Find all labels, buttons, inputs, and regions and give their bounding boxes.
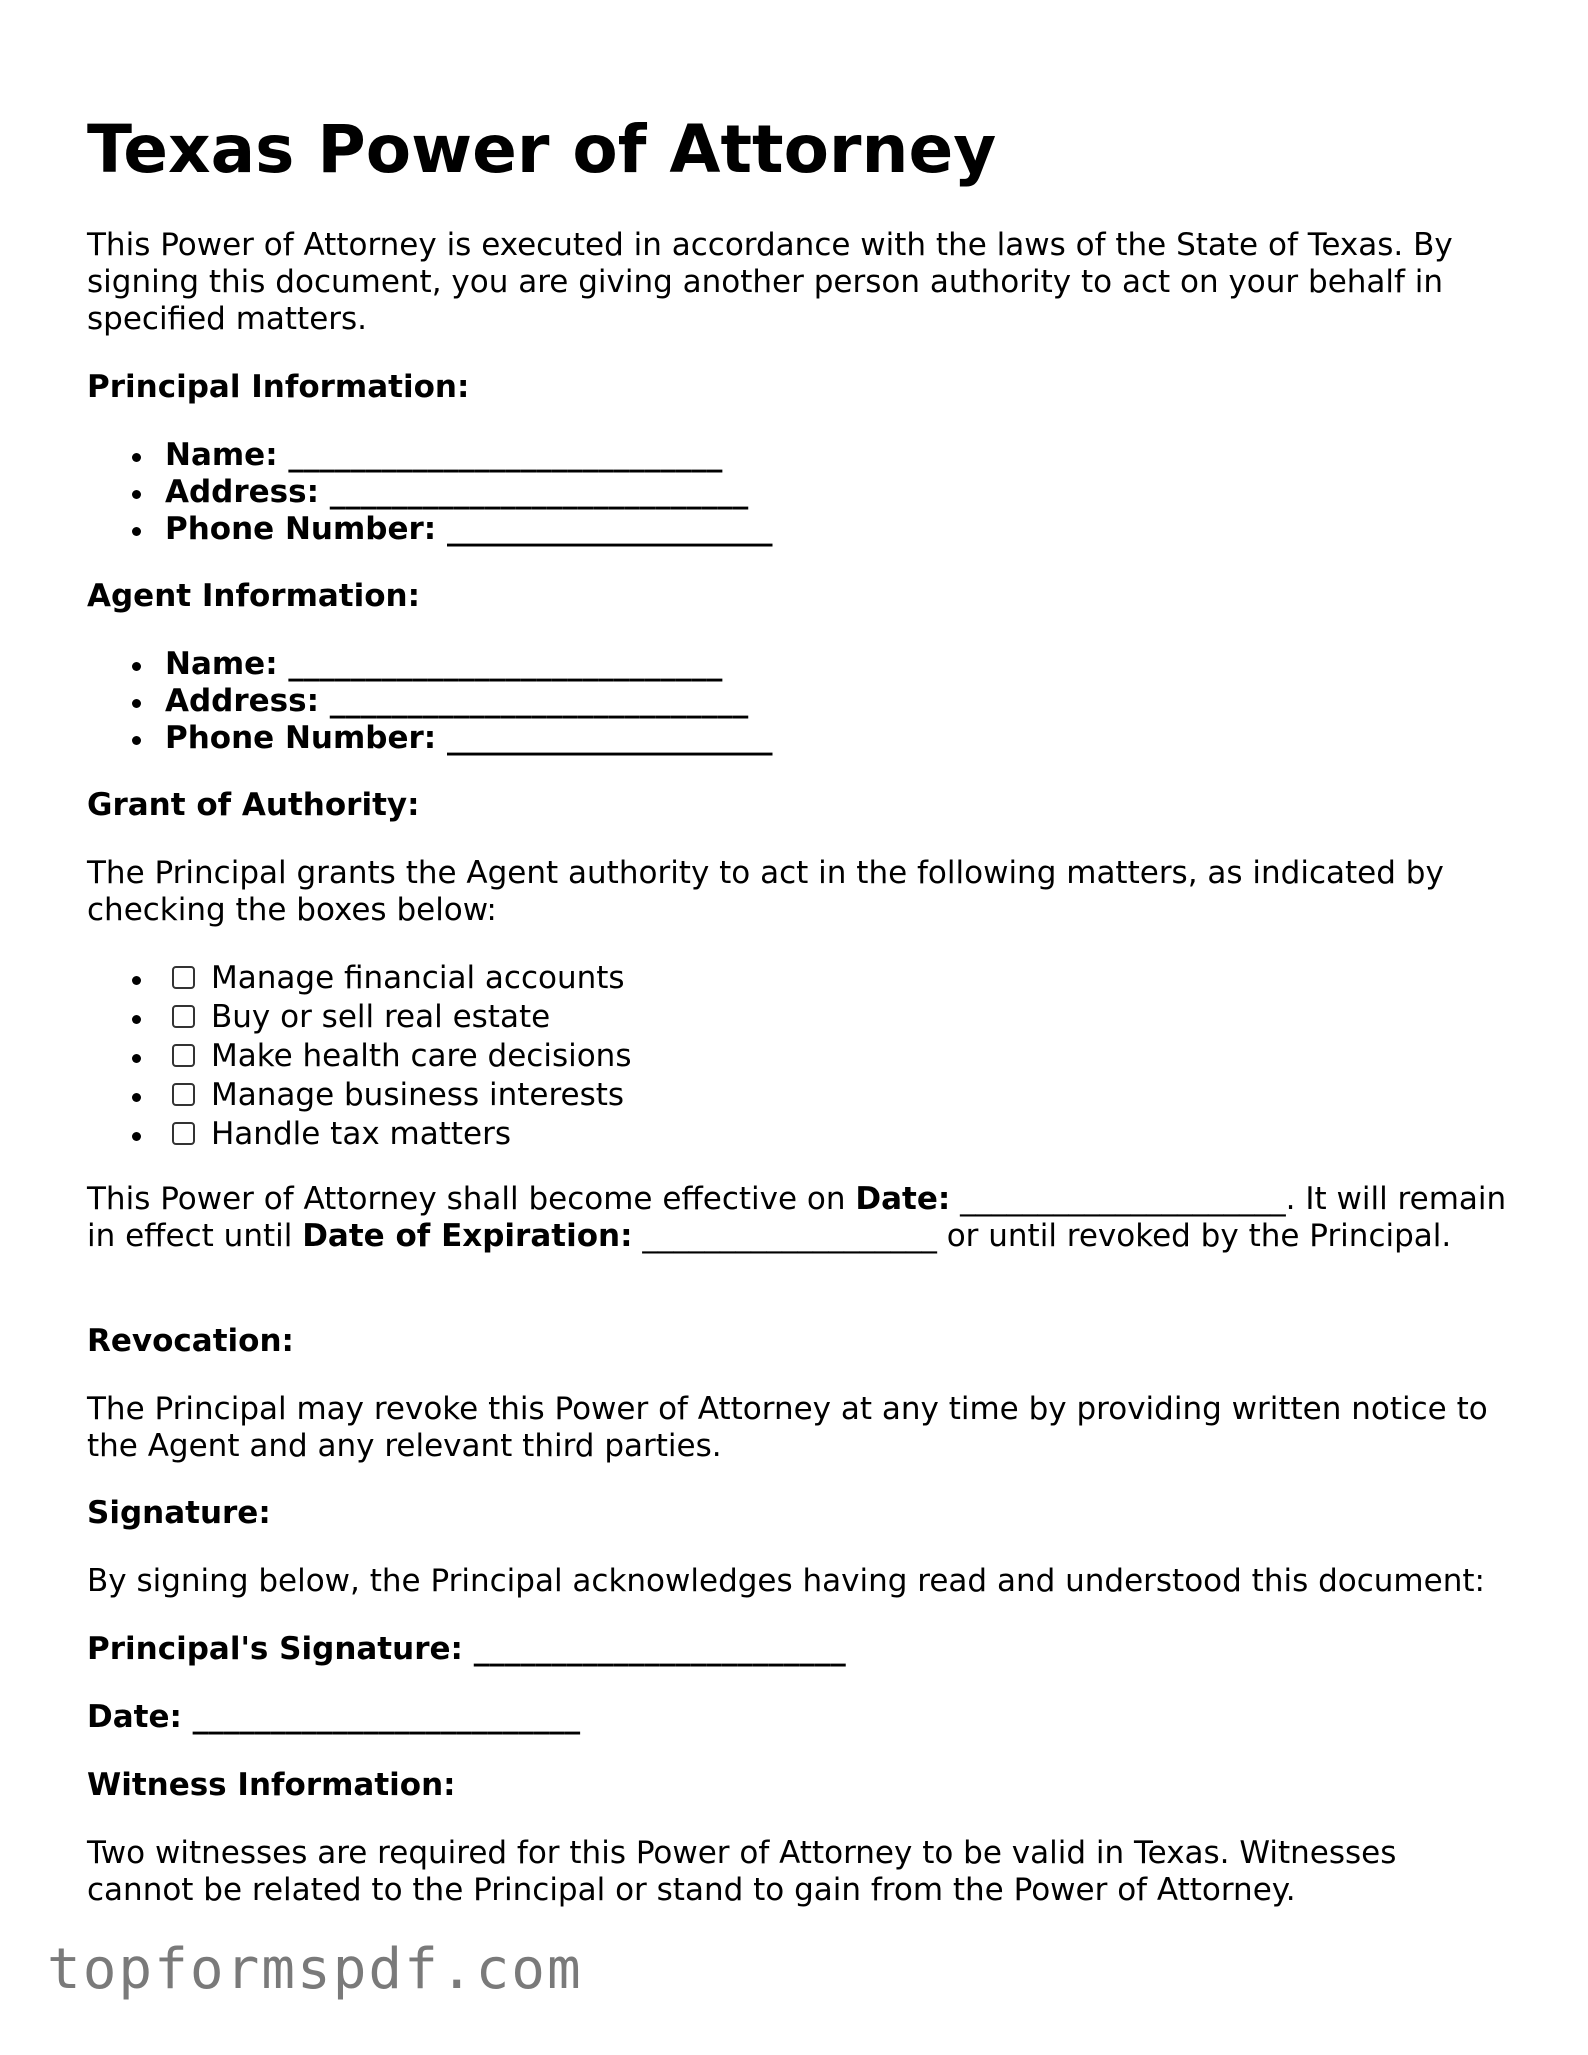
signature-paragraph: By signing below, the Principal acknowledges having read and understood this document:: [87, 1563, 1485, 1599]
expiration-date-label: Date of Expiration:: [302, 1218, 633, 1254]
signature-date-line: Date: _________________________: [87, 1699, 581, 1735]
checkbox-health-care[interactable]: [172, 1044, 195, 1067]
checklist-item: [87, 1076, 631, 1115]
watermark: topformspdf.com: [47, 1937, 583, 2002]
effective-text-1: This Power of Attorney shall become effective on: [87, 1181, 856, 1217]
checkbox-label: Make health care decisions: [211, 1038, 632, 1074]
revocation-heading: Revocation:: [87, 1323, 294, 1359]
principal-signature-line: Principal's Signature: ________________________: [87, 1631, 846, 1667]
principal-phone-field: Phone Number: _____________________: [87, 511, 772, 548]
checkbox-label: Manage business interests: [211, 1077, 625, 1113]
grant-paragraph: The Principal grants the Agent authority to act in the following matters, as indicated by checking the boxes below:: [87, 855, 1444, 928]
witness-paragraph: Two witnesses are required for this Power of Attorney to be valid in Texas. Witnesses cannot be related to the Principal or stand to gain from the Power of Attorney.: [87, 1835, 1397, 1908]
checklist-item: [87, 1037, 631, 1076]
intro-paragraph: This Power of Attorney is executed in accordance with the laws of the State of Texas. By signing this document, you are giving another person authority to act on your behalf in specified matters.: [87, 227, 1453, 337]
principal-fields: [87, 437, 772, 548]
principal-heading: Principal Information:: [87, 369, 470, 405]
effective-text-3: ___________________ or until revoked by the Principal.: [632, 1218, 1452, 1254]
effective-paragraph: [87, 1181, 1507, 1255]
agent-name-field: Name: ____________________________: [87, 646, 772, 683]
effective-date-label: Date:: [855, 1181, 951, 1217]
agent-fields: [87, 646, 772, 757]
checkbox-business[interactable]: [172, 1083, 195, 1106]
checklist-item: [87, 959, 631, 998]
witness-heading: Witness Information:: [87, 1767, 456, 1803]
checkbox-real-estate[interactable]: [172, 1005, 195, 1028]
checkbox-tax[interactable]: [172, 1122, 195, 1145]
agent-phone-field: Phone Number: _____________________: [87, 720, 772, 757]
checklist-item: [87, 1115, 631, 1154]
agent-heading: Agent Information:: [87, 578, 420, 614]
checkbox-label: Buy or sell real estate: [211, 999, 551, 1035]
effective-text-2: _____________________. It will remain in effect until: [87, 1181, 1507, 1254]
principal-address-field: Address: ___________________________: [87, 474, 772, 511]
checkbox-financial[interactable]: [172, 966, 195, 989]
principal-name-field: Name: ____________________________: [87, 437, 772, 474]
signature-heading: Signature:: [87, 1495, 271, 1531]
authority-checklist: [87, 959, 631, 1154]
document-title: Texas Power of Attorney: [87, 111, 997, 188]
checkbox-label: Handle tax matters: [211, 1116, 511, 1152]
agent-address-field: Address: ___________________________: [87, 683, 772, 720]
revocation-paragraph: The Principal may revoke this Power of Attorney at any time by providing written notice to the Agent and any relevant third parties.: [87, 1391, 1488, 1464]
checkbox-label: Manage financial accounts: [211, 960, 625, 996]
grant-heading: Grant of Authority:: [87, 787, 420, 823]
checklist-item: [87, 998, 631, 1037]
